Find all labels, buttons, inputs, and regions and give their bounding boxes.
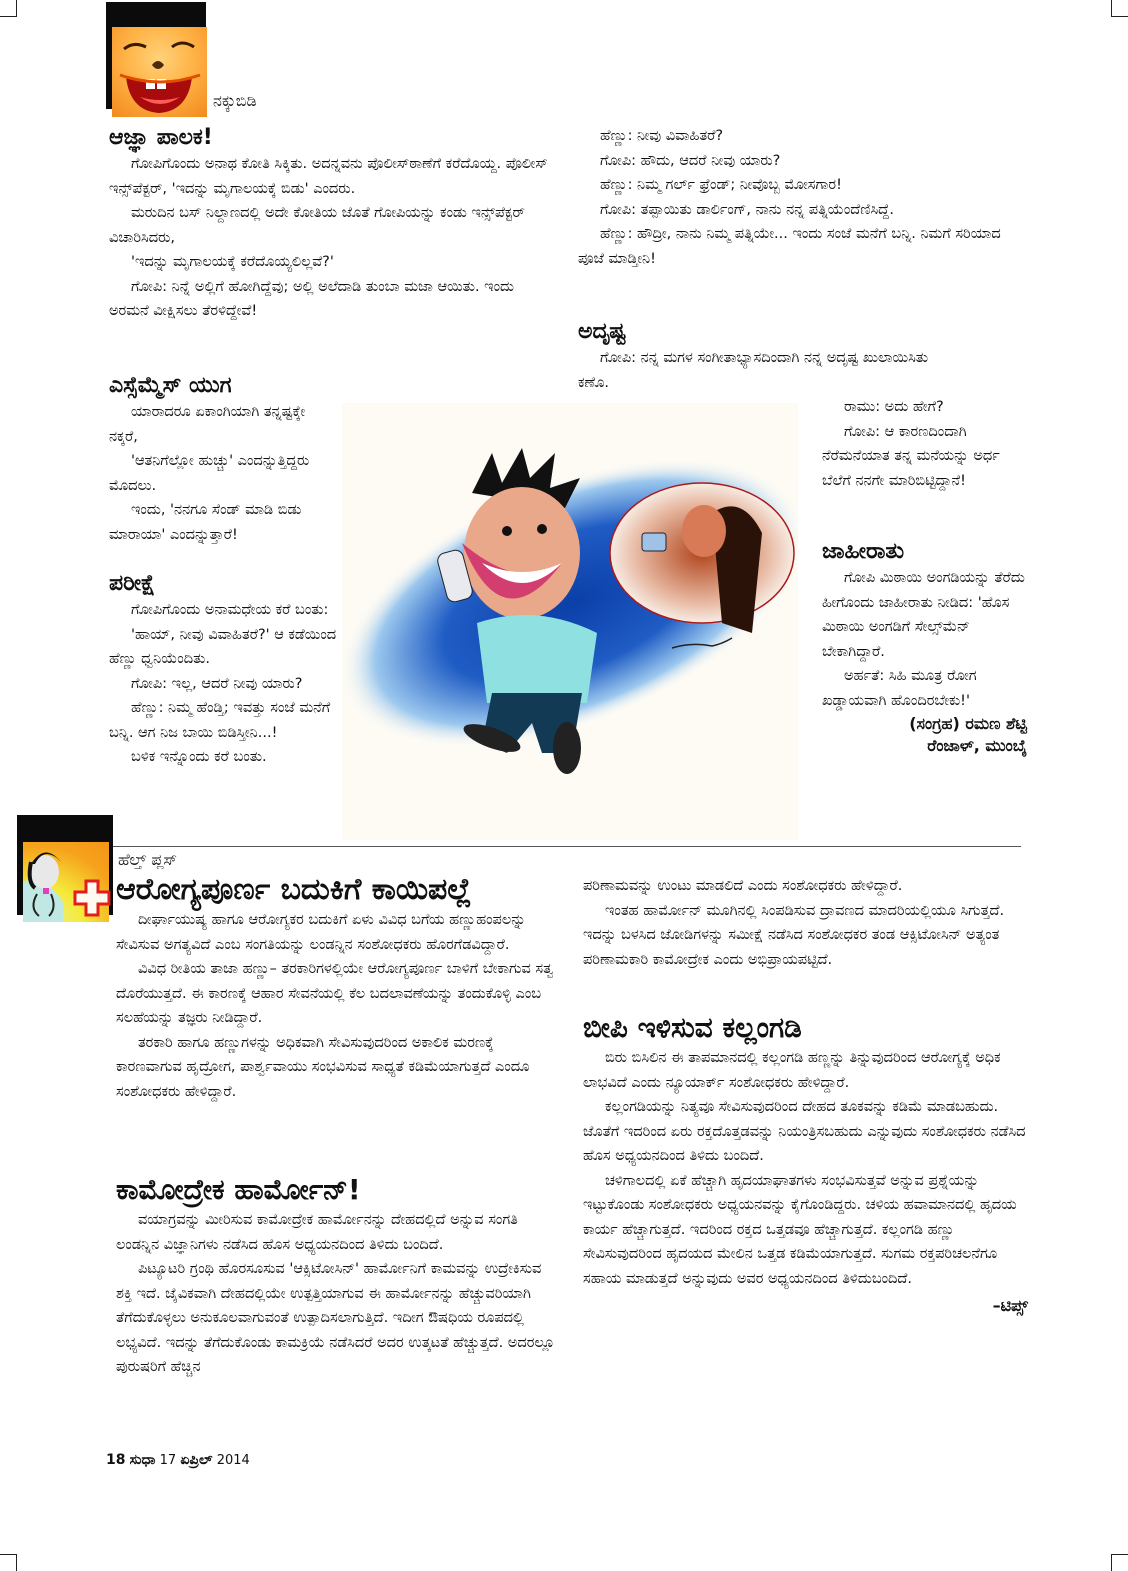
crop-mark-bottom-right [1111,1554,1128,1571]
paragraph: ಮರುದಿನ ಬಸ್ ನಿಲ್ದಾಣದಲ್ಲಿ ಅದೇ ಕೋತಿಯ ಜೊತೆ ಗೋಪಿಯನ್ನು ಕಂಡು ಇನ್ಸ್‌ಪೆಕ್ಟರ್ ವಿಚಾರಿಸಿದರು, [109,205,525,246]
article-advertisement [822,538,1027,757]
paragraph: ಇಂತಹ ಹಾರ್ಮೋನ್ ಮೂಗಿನಲ್ಲಿ ಸಿಂಪಡಿಸುವ ದ್ರಾವಣದ ಮಾದರಿಯಲ್ಲಿಯೂ ಸಿಗುತ್ತದೆ. ಇದನ್ನು ಬಳಸಿದ ಜೋಡಿಗಳನ್ನು ಸಮೀಕ್ಷೆ ನಡೆಸಿದ ಸಂಶೋಧಕರ ತಂಡ ಆಕ್ಸಿಟೋಸಿನ್ ಅತ್ಯಂತ ಪರಿಣಾಮಕಾರಿ ಕಾಮೋದ್ರೇಕ ಎಂದು ಅಭಿಪ್ರಾಯಪಟ್ಟಿದೆ. [583,902,1005,968]
paragraph: ಹೆಣ್ಣು: ನಿಮ್ಮ ಗರ್ಲ್ ಫ್ರೆಂಡ್; ನೀವೊಬ್ಬ ಮೋಸಗಾರ! [600,177,842,193]
article-title: ಎಸ್ಸೆಮ್ಮೆಸ್ ಯುಗ [109,373,232,398]
paragraph: ಕಲ್ಲಂಗಡಿಯನ್ನು ನಿತ್ಯವೂ ಸೇವಿಸುವುದರಿಂದ ದೇಹದ ತೂಕವನ್ನು ಕಡಿಮೆ ಮಾಡಬಹುದು. ಜೊತೆಗೆ ಇದರಿಂದ ಏರು ರಕ್ತದೊತ್ತಡವನ್ನು ನಿಯಂತ್ರಿಸಬಹುದು ಎನ್ನುವುದು ಸಂಶೋಧಕರು ನಡೆಸಿದ ಹೊಸ ಅಧ್ಯಯನದಿಂದ ತಿಳಿದು ಬಂದಿದೆ. [583,1099,1026,1164]
paragraph: ಗೋಪಿಗೊಂದು ಅನಾಥ ಕೋತಿ ಸಿಕ್ಕಿತು. ಅದನ್ನವನು ಪೊಲೀಸ್‌ಠಾಣೆಗೆ ಕರೆದೊಯ್ದ. ಪೊಲೀಸ್ ಇನ್ಸ್‌ಪೆಕ್ಟರ್, 'ಇದನ್ನು ಮೃಗಾಲಯಕ್ಕೆ ಬಿಡು' ಎಂದರು. [109,156,548,197]
article-luck-continuation [822,395,1027,493]
paragraph: ಗೋಪಿ: ನಿನ್ನೆ ಅಲ್ಲಿಗೆ ಹೋಗಿದ್ದೆವು; ಅಲ್ಲಿ ಅಲೆದಾಡಿ ತುಂಬಾ ಮಜಾ ಆಯಿತು. ಇಂದು ಅರಮನೆ ವೀಕ್ಷಿಸಲು ತೆರಳಿದ್ದೇವೆ! [109,278,515,319]
paragraph: ಗೋಪಿ: ಹೌದು, ಆದರೆ ನೀವು ಯಾರು? [600,152,781,169]
article-title: ಆರೋಗ್ಯಪೂರ್ಣ ಬದುಕಿಗೆ ಕಾಯಿಪಲ್ಲೆ [116,872,472,907]
article-healthy-life [116,872,556,1104]
article-body [583,1046,1028,1291]
issue-day: 17 [159,1453,177,1468]
paragraph: ಹೆಣ್ಣು: ಹೌದ್ರೀ, ನಾನು ನಿಮ್ಮ ಪತ್ನಿಯೇ... ಇಂದು ಸಂಜೆ ಮನೆಗೆ ಬನ್ನಿ. ನಿಮಗೆ ಸರಿಯಾದ ಪೂಜೆ ಮಾಡ್ತೀನಿ! [578,226,1001,267]
paragraph: ಗೋಪಿಗೊಂದು ಅನಾಮಧೇಯ ಕರೆ ಬಂತು: [131,602,329,618]
article-test [109,570,341,770]
article-body [109,152,549,324]
article-watermelon [583,1010,1028,1317]
article-body [578,346,958,395]
tips-credit: –ಟಿಪ್ಸ್ [992,1296,1028,1315]
paragraph: ವಿವಿಧ ರೀತಿಯ ತಾಜಾ ಹಣ್ಣು– ತರಕಾರಿಗಳಲ್ಲಿಯೇ ಆರೋಗ್ಯಪೂರ್ಣ ಬಾಳಿಗೆ ಬೇಕಾಗುವ ಸತ್ವ ದೊರೆಯುತ್ತದೆ. ಈ ಕಾರಣಕ್ಕೆ ಆಹಾರ ಸೇವನೆಯಲ್ಲಿ ಕೆಲ ಬದಲಾವಣೆಯನ್ನು ತಂದುಕೊಳ್ಳಿ ಎಂಬ ಸಲಹೆಯನ್ನು ತಜ್ಞರು ನೀಡಿದ್ದಾರೆ. [116,961,554,1026]
paragraph: 'ಆತನಿಗೆಲ್ಲೋ ಹುಚ್ಚು' ಎಂದನ್ನುತ್ತಿದ್ದರು ಮೊದಲು. [109,453,310,494]
paragraph: ಗೋಪಿ: ಆ ಕಾರಣದಿಂದಾಗಿ ನೆರೆಮನೆಯಾತ ತನ್ನ ಮನೆಯನ್ನು ಅರ್ಧ ಬೆಲೆಗೆ ನನಗೇ ಮಾರಿಬಿಟ್ಟಿದ್ದಾನೆ! [822,423,1000,489]
paragraph: ಹೆಣ್ಣು: ನಿಮ್ಮ ಹೆಂಡ್ತಿ; ಇವತ್ತು ಸಂಜೆ ಮನೆಗೆ ಬನ್ನಿ. ಆಗ ನಿಜ ಬಾಯಿ ಬಿಡಿಸ್ತೀನಿ...! [109,700,331,741]
paragraph: ರಾಮು: ಅದು ಹೇಗೆ? [844,399,944,415]
paragraph: ಗೋಪಿ: ಇಲ್ಲ, ಆದರೆ ನೀವು ಯಾರು? [131,675,303,692]
article-sms-era [109,372,334,547]
paragraph: ಚಳಿಗಾಲದಲ್ಲಿ ಏಕೆ ಹೆಚ್ಚಾಗಿ ಹೃದಯಾಘಾತಗಳು ಸಂಭವಿಸುತ್ತವೆ ಅನ್ನುವ ಪ್ರಶ್ನೆಯನ್ನು ಇಟ್ಟುಕೊಂಡು ಸಂಶೋಧಕರು ಅಧ್ಯಯನವನ್ನು ಕೈಗೊಂಡಿದ್ದರು. ಚಳಿಯ ಹವಾಮಾನದಲ್ಲಿ ಹೃದಯ ಕಾರ್ಯ ಹೆಚ್ಚಾಗುತ್ತದೆ. ಇದರಿಂದ ರಕ್ತದ ಒತ್ತಡವೂ ಹೆಚ್ಚಾಗುತ್ತದೆ. ಕಲ್ಲಂಗಡಿ ಹಣ್ಣು ಸೇವಿಸುವುದರಿಂದ ಹೃದಯದ ಮೇಲಿನ ಒತ್ತಡ ಕಡಿಮೆಯಾಗುತ್ತದೆ. ಸುಗಮ ರಕ್ತಪರಿಚಲನೆಗೂ ಸಹಾಯ ಮಾಡುತ್ತದೆ ಅನ್ನುವುದು ಅವರ ಅಧ್ಯಯನದಿಂದ ತಿಳಿದುಬಂದಿದೆ. [583,1172,1017,1287]
paragraph: ಇಂದು, 'ನನಗೂ ಸೆಂಡ್ ಮಾಡಿ ಬಿಡು ಮಾರಾಯಾ' ಎಂದನ್ನುತ್ತಾರೆ! [109,502,302,543]
article-title: ಜಾಹೀರಾತು [822,539,905,564]
article-body [116,1208,556,1380]
paragraph: ಯಾರಾದರೂ ಏಕಾಂಗಿಯಾಗಿ ತನ್ನಷ್ಟಕ್ಕೇ ನಕ್ಕರೆ, [109,404,306,445]
article-obedient [109,124,549,324]
article-body [109,598,341,770]
issue-month: ಏಪ್ರಿಲ್ [180,1452,213,1468]
magazine-name: ಸುಧಾ [129,1452,156,1468]
paragraph: ಬಳಿಕ ಇನ್ನೊಂದು ಕರೆ ಬಂತು. [131,749,267,765]
article-luck [578,318,958,395]
article-title: ಆಜ್ಞಾ ಪಾಲಕ! [109,125,213,150]
article-title: ಅದೃಷ್ಟ [578,319,626,344]
health-section-label: ಹೆಲ್ತ್ ಪ್ಲಸ್ [118,850,178,869]
article-body [116,908,556,1104]
article-test-continuation [578,124,1023,271]
laughing-face-icon [106,2,208,114]
article-title: ಕಾಮೋದ್ರೇಕ ಹಾರ್ಮೋನ್! [116,1173,361,1206]
article-body [109,400,334,547]
issue-year: 2014 [216,1453,250,1468]
paragraph: ಹೆಣ್ಣು: ನೀವು ವಿವಾಹಿತರೆ? [600,128,724,144]
paragraph: ಗೋಪಿ ಮಿಠಾಯಿ ಅಂಗಡಿಯನ್ನು ತೆರೆದು ಹೀಗೊಂದು ಜಾಹೀರಾತು ನೀಡಿದ: 'ಹೊಸ ಮಿಠಾಯಿ ಅಂಗಡಿಗೆ ಸೇಲ್ಸ್‌ಮೆನ್ ಬೇಕಾಗಿದ್ದಾರೆ. [822,570,1025,660]
crop-mark-bottom-left [0,1554,17,1571]
page-footer [106,1452,250,1469]
red-cross-icon [73,879,111,917]
paragraph: ಪಿಟ್ಯೂಟರಿ ಗ್ರಂಥಿ ಹೊರಸೂಸುವ 'ಆಕ್ಸಿಟೋಸಿನ್' ಹಾರ್ಮೋನಿಗೆ ಕಾಮವನ್ನು ಉದ್ರೇಕಿಸುವ ಶಕ್ತಿ ಇದೆ. ಜೈವಿಕವಾಗಿ ದೇಹದಲ್ಲಿಯೇ ಉತ್ಪತ್ತಿಯಾಗುವ ಈ ಹಾರ್ಮೋನನ್ನು ಹೆಚ್ಚುವರಿಯಾಗಿ ತೆಗೆದುಕೊಳ್ಳಲು ಅನುಕೂಲವಾಗುವಂತೆ ಉತ್ಪಾದಿಸಲಾಗುತ್ತಿದೆ. ಇದೀಗ ಔಷಧಿಯ ರೂಪದಲ್ಲಿ ಲಭ್ಯವಿದೆ. ಇದನ್ನು ತೆಗೆದುಕೊಂಡು ಕಾಮಕ್ರಿಯೆ ನಡೆಸಿದರೆ ಅದರ ಉತ್ಕಟತೆ ಹೆಚ್ಚುತ್ತದೆ. ಅದರಲ್ಲೂ ಪುರುಷರಿಗೆ ಹೆಚ್ಚಿನ [116,1261,555,1375]
paragraph: ತರಕಾರಿ ಹಾಗೂ ಹಣ್ಣುಗಳನ್ನು ಅಧಿಕವಾಗಿ ಸೇವಿಸುವುದರಿಂದ ಅಕಾಲಿಕ ಮರಣಕ್ಕೆ ಕಾರಣವಾಗುವ ಹೃದ್ರೋಗ, ಪಾರ್ಶ್ವವಾಯು ಸಂಭವಿಸುವ ಸಾಧ್ಯತೆ ಕಡಿಮೆಯಾಗುತ್ತದೆ ಎಂದೂ ಸಂಶೋಧಕರು ಹೇಳಿದ್ದಾರೆ. [116,1034,530,1100]
article-hormone-continuation [583,874,1028,972]
paragraph: ದೀರ್ಘಾಯುಷ್ಯ ಹಾಗೂ ಆರೋಗ್ಯಕರ ಬದುಕಿಗೆ ಏಳು ವಿವಿಧ ಬಗೆಯ ಹಣ್ಣುಹಂಪಲನ್ನು ಸೇವಿಸುವ ಅಗತ್ಯವಿದೆ ಎಂಬ ಸಂಗತಿಯನ್ನು ಲಂಡನ್ನಿನ ಸಂಶೋಧಕರು ಹೊರಗೆಡವಿದ್ದಾರೆ. [116,912,526,953]
crop-mark-top-right [1111,0,1128,17]
credit-place: ರೆಂಜಾಳ್, ಮುಂಬೈ [927,736,1027,755]
paragraph: ಗೋಪಿ: ತಪ್ಪಾಯಿತು ಡಾರ್ಲಿಂಗ್, ನಾನು ನನ್ನ ಪತ್ನಿಯೆಂದೆಣಿಸಿದ್ದೆ. [600,201,895,218]
cartoon-illustration [342,403,798,840]
paragraph: ಬಿರು ಬಿಸಿಲಿನ ಈ ತಾಪಮಾನದಲ್ಲಿ ಕಲ್ಲಂಗಡಿ ಹಣ್ಣನ್ನು ತಿನ್ನುವುದರಿಂದ ಆರೋಗ್ಯಕ್ಕೆ ಅಧಿಕ ಲಾಭವಿದೆ ಎಂದು ನ್ಯೂಯಾರ್ಕ್ ಸಂಶೋಧಕರು ಹೇಳಿದ್ದಾರೆ. [583,1050,1001,1091]
article-body [822,566,1027,713]
paragraph: ಅರ್ಹತೆ: ಸಿಹಿ ಮೂತ್ರ ರೋಗ ಖಡ್ಡಾಯವಾಗಿ ಹೊಂದಿರಬೇಕು!' [822,668,977,709]
page-number: 18 [106,1452,126,1468]
credit-name: (ಸಂಗ್ರಹ) ರಮಣ ಶೆಟ್ಟಿ [909,714,1027,733]
paragraph: ವಯಾಗ್ರವನ್ನು ಮೀರಿಸುವ ಕಾಮೋದ್ರೇಕ ಹಾರ್ಮೋನನ್ನು ದೇಹದಲ್ಲಿದೆ ಅನ್ನುವ ಸಂಗತಿ ಲಂಡನ್ನಿನ ವಿಜ್ಞಾನಿಗಳು ನಡೆಸಿದ ಹೊಸ ಅಧ್ಯಯನದಿಂದ ತಿಳಿದು ಬಂದಿದೆ. [116,1212,518,1253]
paragraph: ಗೋಪಿ: ನನ್ನ ಮಗಳ ಸಂಗೀತಾಭ್ಯಾಸದಿಂದಾಗಿ ನನ್ನ ಅದೃಷ್ಟ ಖುಲಾಯಿಸಿತು ಕಣೊ. [578,350,929,391]
article-hormone [116,1172,556,1380]
section-divider [113,846,1021,847]
humor-section-label: ನಕ್ಕುಬಿಡಿ [213,91,257,110]
paragraph: 'ಇದನ್ನು ಮೃಗಾಲಯಕ್ಕೆ ಕರೆದೊಯ್ಯಲಿಲ್ಲವೆ?' [131,254,334,270]
doctor-health-icon [17,815,113,922]
article-title: ಬೀಪಿ ಇಳಿಸುವ ಕಲ್ಲಂಗಡಿ [583,1011,802,1044]
paragraph: 'ಹಾಯ್, ನೀವು ವಿವಾಹಿತರೆ?' ಆ ಕಡೆಯಿಂದ ಹೆಣ್ಣು ಧ್ವನಿಯೆಂದಿತು. [109,626,337,667]
crop-mark-top-left [0,0,17,17]
article-title: ಪರೀಕ್ಷೆ [109,571,156,596]
paragraph: ಪರಿಣಾಮವನ್ನು ಉಂಟು ಮಾಡಲಿದೆ ಎಂದು ಸಂಶೋಧಕರು ಹೇಳಿದ್ದಾರೆ. [583,878,903,894]
